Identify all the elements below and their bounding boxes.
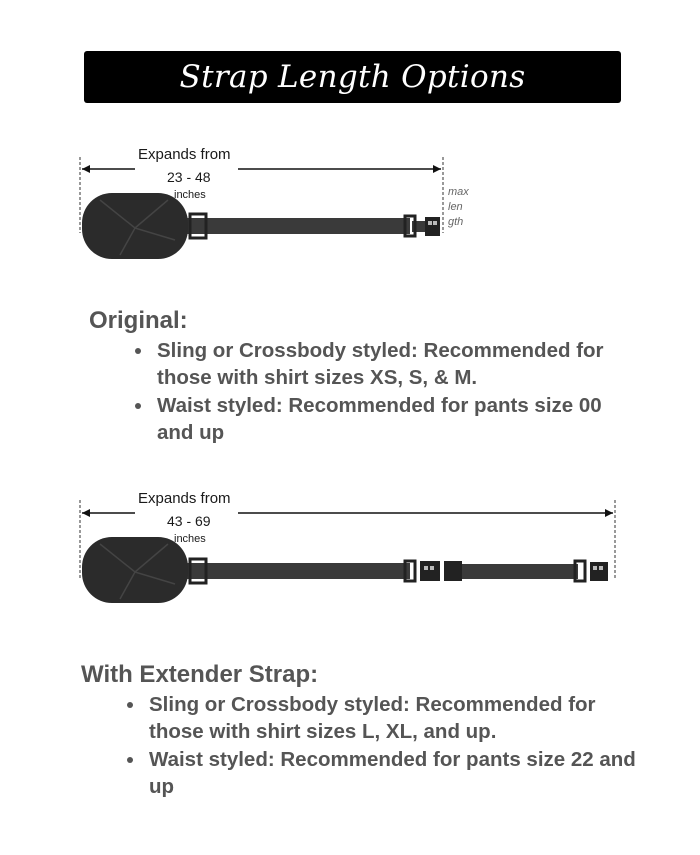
list-item: Sling or Crossbody styled: Recommended for those with shirt sizes XS, S, & M. — [157, 337, 637, 391]
page-title: Strap Length Options — [179, 59, 526, 95]
list-item: Sling or Crossbody styled: Recommended for those with shirt sizes L, XL, and up. — [149, 691, 639, 745]
unit-label-1: inches — [174, 189, 206, 201]
original-heading: Original: — [89, 307, 188, 334]
extender-bullet-list — [149, 691, 639, 801]
expands-label-1: Expands from — [138, 146, 231, 163]
list-item: Waist styled: Recommended for pants size 00 and up — [157, 392, 637, 446]
unit-label-2: inches — [174, 533, 206, 545]
max-length-part: len — [448, 201, 463, 213]
expands-label-2: Expands from — [138, 490, 231, 507]
list-item: Waist styled: Recommended for pants size 22 and up — [149, 746, 639, 800]
max-length-part: max — [448, 186, 469, 198]
range-label-1: 23 - 48 — [167, 169, 211, 185]
range-label-2: 43 - 69 — [167, 513, 211, 529]
extender-heading: With Extender Strap: — [81, 661, 319, 688]
max-length-part: gth — [448, 216, 464, 228]
